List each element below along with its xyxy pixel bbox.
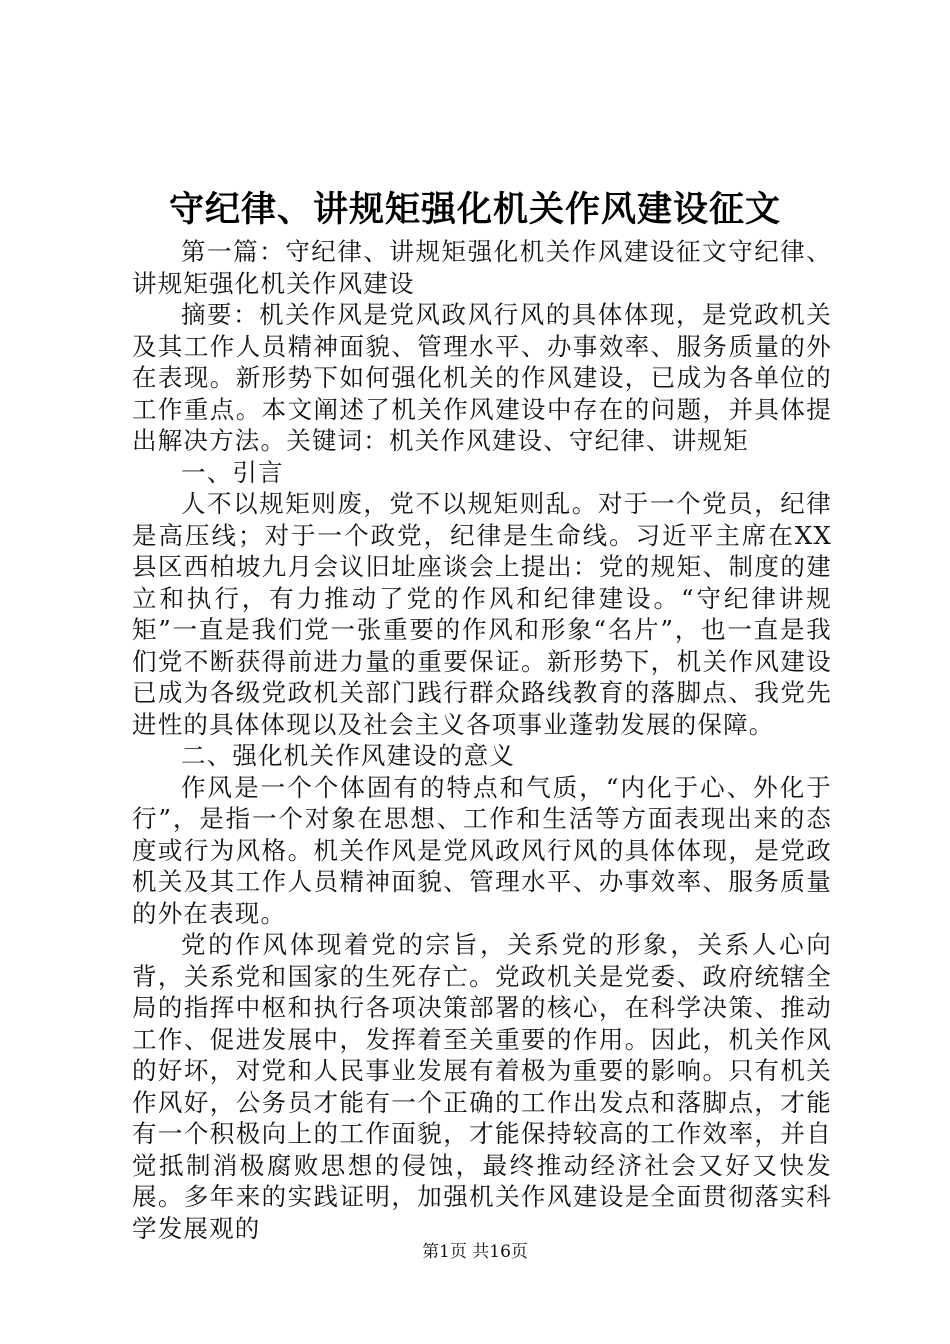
- paragraph-intro: 第一篇：守纪律、讲规矩强化机关作风建设征文守纪律、讲规矩强化机关作风建设: [132, 237, 832, 298]
- document-body: [132, 236, 832, 1244]
- page-footer: 第1页 共16页: [422, 1242, 528, 1262]
- document-title: 守纪律、讲规矩强化机关作风建设征文: [168, 189, 781, 230]
- paragraph-abstract: 摘要：机关作风是党风政风行风的具体体现，是党政机关及其工作人员精神面貌、管理水平、办事效率、服务质量的外在表现。新形势下如何强化机关的作风建设，已成为各单位的工作重点。本文阐述了机关作风建设中存在的问题，并具体提出解决方法。关键词：机关作风建设、守纪律、讲规矩: [132, 300, 832, 455]
- paragraph-body-1: 人不以规矩则废，党不以规矩则乱。对于一个党员，纪律是高压线；对于一个政党，纪律是生命线。习近平主席在XX县区西柏坡九月会议旧址座谈会上提出：党的规矩、制度的建立和执行，有力推动了党的作风和纪律建设。“守纪律讲规矩”一直是我们党一张重要的作风和形象“名片”，也一直是我们党不断获得前进力量的重要保证。新形势下，机关作风建设已成为各级党政机关部门践行群众路线教育的落脚点、我党先进性的具体体现以及社会主义各项事业蓬勃发展的保障。: [132, 489, 832, 739]
- section-heading-2: 二、强化机关作风建设的意义: [181, 741, 516, 770]
- paragraph-body-2: 作风是一个个体固有的特点和气质，“内化于心、外化于行”，是指一个对象在思想、工作和生活等方面表现出来的态度或行为风格。机关作风是党风政风行风的具体体现，是党政机关及其工作人员精神面貌、管理水平、办事效率、服务质量的外在表现。: [132, 772, 832, 928]
- section-heading-1: 一、引言: [181, 457, 284, 487]
- paragraph-body-3: 党的作风体现着党的宗旨，关系党的形象，关系人心向背，关系党和国家的生死存亡。党政机关是党委、政府统辖全局的指挥中枢和执行各项决策部署的核心，在科学决策、推动工作、促进发展中，发挥着至关重要的作用。因此，机关作风的好坏，对党和人民事业发展有着极为重要的影响。只有机关作风好，公务员才能有一个正确的工作出发点和落脚点，才能有一个积极向上的工作面貌，才能保持较高的工作效率，并自觉抵制消极腐败思想的侵蚀，最终推动经济社会又好又快发展。多年来的实践证明，加强机关作风建设是全面贯彻落实科学发展观的: [132, 930, 832, 1243]
